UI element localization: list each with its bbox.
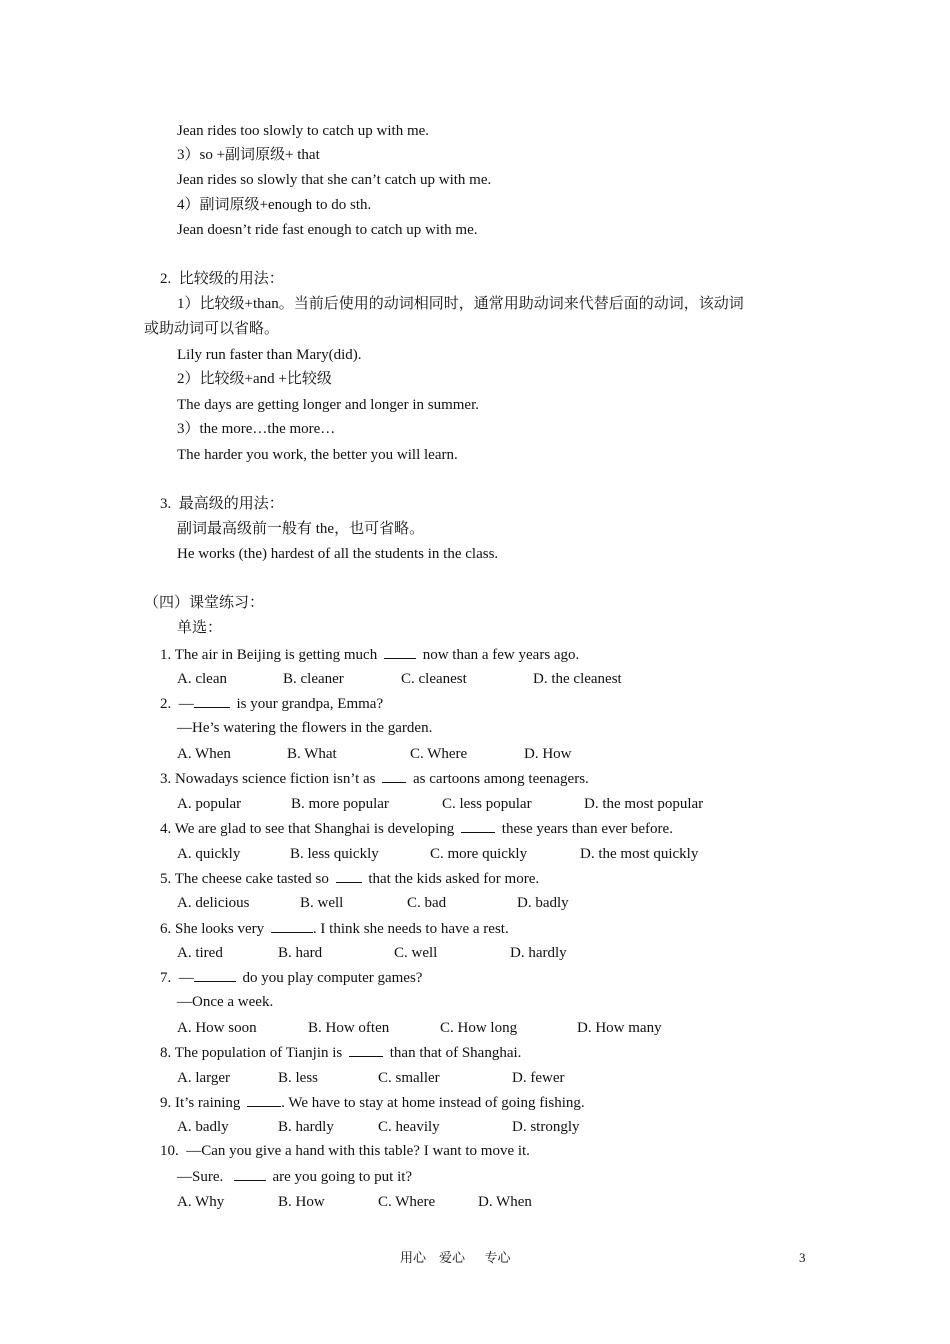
option-a: A. delicious — [177, 895, 250, 911]
option-c: C. Where — [378, 1194, 436, 1210]
option-c: C. bad — [407, 895, 447, 911]
question-3: 3. Nowadays science fiction isn’t as as cartoons among teenagers. — [160, 771, 589, 787]
option-d: D. strongly — [512, 1119, 580, 1135]
question-6: 6. She looks very . I think she needs to have a rest. — [160, 921, 509, 937]
grammar-line: 1）比较级+than。当前后使用的动词相同时，通常用助动词来代替后面的动词，该动词 — [177, 296, 744, 312]
dialogue-reply: —Once a week. — [177, 994, 274, 1010]
option-a: A. larger — [177, 1070, 231, 1086]
answer-blank[interactable] — [384, 645, 416, 659]
option-a: A. popular — [177, 796, 242, 812]
option-b: B. hardly — [278, 1119, 334, 1135]
option-b: B. What — [287, 746, 337, 762]
option-a: A. Why — [177, 1194, 225, 1210]
option-c: C. How long — [440, 1020, 518, 1036]
grammar-line: Jean rides too slowly to catch up with me. — [177, 123, 430, 139]
grammar-line: Jean rides so slowly that she can’t catch up with me. — [177, 172, 492, 188]
option-c: C. less popular — [442, 796, 532, 812]
answer-blank[interactable] — [271, 919, 313, 933]
question-4: 4. We are glad to see that Shanghai is developing these years than ever before. — [160, 821, 673, 837]
option-b: B. well — [300, 895, 344, 911]
example-sentence: The days are getting longer and longer in summer. — [177, 397, 479, 413]
question-8: 8. The population of Tianjin is than that of Shanghai. — [160, 1045, 522, 1061]
option-c: C. heavily — [378, 1119, 440, 1135]
answer-blank[interactable] — [349, 1043, 383, 1057]
section-heading: 3. 最高级的用法： — [160, 496, 284, 512]
option-c: C. well — [394, 945, 438, 961]
option-b: B. less quickly — [290, 846, 379, 862]
option-d: D. When — [478, 1194, 532, 1210]
grammar-line: 4）副词原级+enough to do sth. — [177, 197, 372, 213]
answer-blank[interactable] — [461, 819, 495, 833]
option-d: D. fewer — [512, 1070, 565, 1086]
option-a: A. quickly — [177, 846, 241, 862]
example-sentence: He works (the) hardest of all the students in the class. — [177, 546, 499, 562]
grammar-line: 副词最高级前一般有 the，也可省略。 — [177, 521, 425, 537]
dialogue-reply: —He’s watering the flowers in the garden. — [177, 720, 433, 736]
example-sentence: Lily run faster than Mary(did). — [177, 347, 362, 363]
option-d: D. the most quickly — [580, 846, 699, 862]
option-d: D. the cleanest — [533, 671, 622, 687]
option-d: D. How — [524, 746, 572, 762]
question-10: 10. —Can you give a hand with this table? I want to move it. — [160, 1143, 530, 1159]
grammar-line: 3）the more…the more… — [177, 421, 336, 437]
answer-blank[interactable] — [194, 694, 230, 708]
option-c: C. more quickly — [430, 846, 528, 862]
example-sentence: The harder you work, the better you will learn. — [177, 447, 458, 463]
answer-blank[interactable] — [194, 968, 236, 982]
answer-blank[interactable] — [382, 769, 406, 783]
footer-motto: 用心 爱心 专心 — [400, 1250, 511, 1265]
exercise-subheading: 单选： — [177, 620, 223, 636]
option-b: B. cleaner — [283, 671, 344, 687]
option-c: C. smaller — [378, 1070, 440, 1086]
option-a: A. tired — [177, 945, 223, 961]
grammar-line: 3）so +副词原级+ that — [177, 147, 320, 163]
option-c: C. cleanest — [401, 671, 467, 687]
option-a: A. clean — [177, 671, 227, 687]
option-b: B. How — [278, 1194, 325, 1210]
section-heading: 2. 比较级的用法： — [160, 271, 284, 287]
option-a: A. How soon — [177, 1020, 257, 1036]
option-c: C. Where — [410, 746, 468, 762]
question-2: 2. — is your grandpa, Emma? — [160, 696, 384, 712]
answer-blank[interactable] — [247, 1093, 281, 1107]
exercise-heading: （四）课堂练习： — [144, 595, 265, 611]
question-1: 1. The air in Beijing is getting much now than a few years ago. — [160, 647, 580, 663]
option-d: D. hardly — [510, 945, 567, 961]
option-a: A. When — [177, 746, 231, 762]
answer-blank[interactable] — [234, 1167, 266, 1181]
question-9: 9. It’s raining . We have to stay at home instead of going fishing. — [160, 1095, 585, 1111]
grammar-line: Jean doesn’t ride fast enough to catch up with me. — [177, 222, 478, 238]
option-d: D. How many — [577, 1020, 662, 1036]
option-b: B. more popular — [291, 796, 389, 812]
question-5: 5. The cheese cake tasted so that the kids asked for more. — [160, 871, 540, 887]
option-d: D. the most popular — [584, 796, 704, 812]
option-d: D. badly — [517, 895, 569, 911]
page-number: 3 — [799, 1250, 806, 1265]
question-7: 7. — do you play computer games? — [160, 970, 423, 986]
answer-blank[interactable] — [336, 869, 362, 883]
grammar-line: 2）比较级+and +比较级 — [177, 371, 332, 387]
option-b: B. less — [278, 1070, 319, 1086]
dialogue-reply: —Sure. are you going to put it? — [177, 1169, 413, 1185]
option-b: B. hard — [278, 945, 323, 961]
option-b: B. How often — [308, 1020, 390, 1036]
option-a: A. badly — [177, 1119, 229, 1135]
grammar-line: 或助动词可以省略。 — [144, 321, 280, 337]
